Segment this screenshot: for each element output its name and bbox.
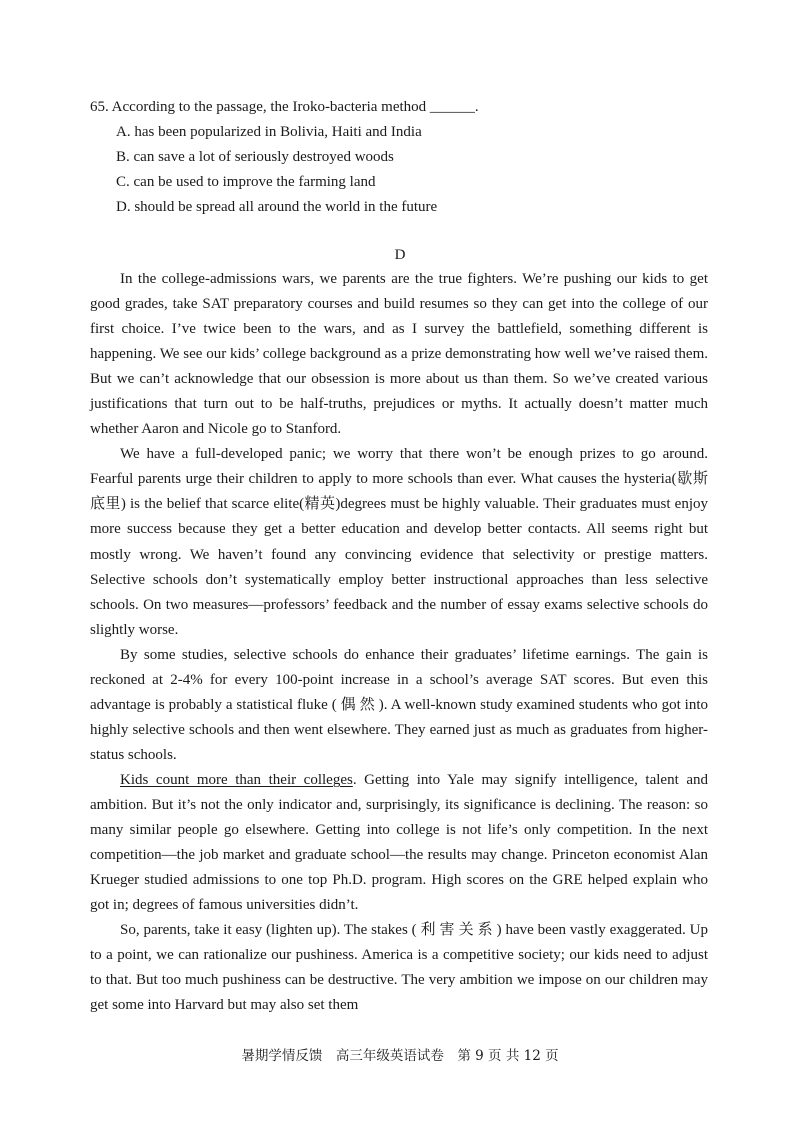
- paragraph-5: So, parents, take it easy (lighten up). The stakes ( 利 害 关 系 ) have been vastly exaggerated. Up to a point, we can rationalize our pushiness. America is a competitive society; our kids need to adjust to that. But too much pushiness can be destructive. The very ambition we impose on our children may get some into Harvard but may also set them: [90, 922, 708, 1014]
- option-b: B. can save a lot of seriously destroyed woods: [116, 149, 394, 165]
- option-d: D. should be spread all around the world in the future: [116, 199, 438, 215]
- section-heading: D: [394, 247, 406, 263]
- paragraph-2: We have a full-developed panic; we worry that there won’t be enough prizes to go around. Fearful parents urge their children to apply to more schools than ever. What causes the hysteria(歇斯底里) is the belief that scarce elite(精英)degrees must be highly valuable. Their graduates must enjoy more success because they get a better education and develop better contacts. All seems right but mostly wrong. We haven’t found any convincing evidence that selectivity or prestige matters. Selective schools don’t systematically employ better instructional approaches than less selective schools. On two measures—professors’ feedback and the number of essay exams selective schools do slightly worse.: [90, 446, 708, 638]
- option-c: C. can be used to improve the farming land: [116, 174, 376, 190]
- reading-passage: [90, 267, 708, 1018]
- paragraph-4: [90, 768, 708, 918]
- paragraph-4-text: . Getting into Yale may signify intelligence, talent and ambition. But it’s not the only indicator and, surprisingly, its significance is declining. The reason: so many similar people go elsewhere. Getting into college is not life’s only competition. In the next competition—the job market and graduate school—the results may change. Princeton economist Alan Krueger studied admissions to one top Ph.D. program. High scores on the GRE helped explain who got in; degrees of famous universities didn’t.: [90, 771, 708, 914]
- question-stem: 65. According to the passage, the Iroko-bacteria method ______.: [90, 99, 479, 115]
- paragraph-1: In the college-admissions wars, we parents are the true fighters. We’re pushing our kids to get good grades, take SAT preparatory courses and build resumes so they can get into the college of our first choice. I’ve twice been to the wars, and as I survey the battlefield, something different is happening. We see our kids’ college background as a prize demonstrating how well we’ve raised them. But we can’t acknowledge that our obsession is more about us than them. So we’ve created various justifications that turn out to be half-truths, prejudices or myths. It actually doesn’t matter much whether Aaron and Nicole go to Stanford.: [90, 271, 708, 438]
- underlined-sentence: Kids count more than their colleges: [120, 771, 353, 788]
- option-a: A. has been popularized in Bolivia, Haiti and India: [116, 124, 422, 140]
- page-footer: 暑期学情反馈 高三年级英语试卷 第 9 页 共 12 页: [241, 1048, 559, 1064]
- paragraph-3: By some studies, selective schools do enhance their graduates’ lifetime earnings. The gain is reckoned at 2-4% for every 100-point increase in a school’s average SAT scores. But even this advantage is probably a statistical fluke ( 偶 然 ). A well-known study examined students who got into highly selective schools and then went elsewhere. They earned just as much as graduates from higher-status schools.: [90, 646, 708, 763]
- question-65: [90, 95, 710, 220]
